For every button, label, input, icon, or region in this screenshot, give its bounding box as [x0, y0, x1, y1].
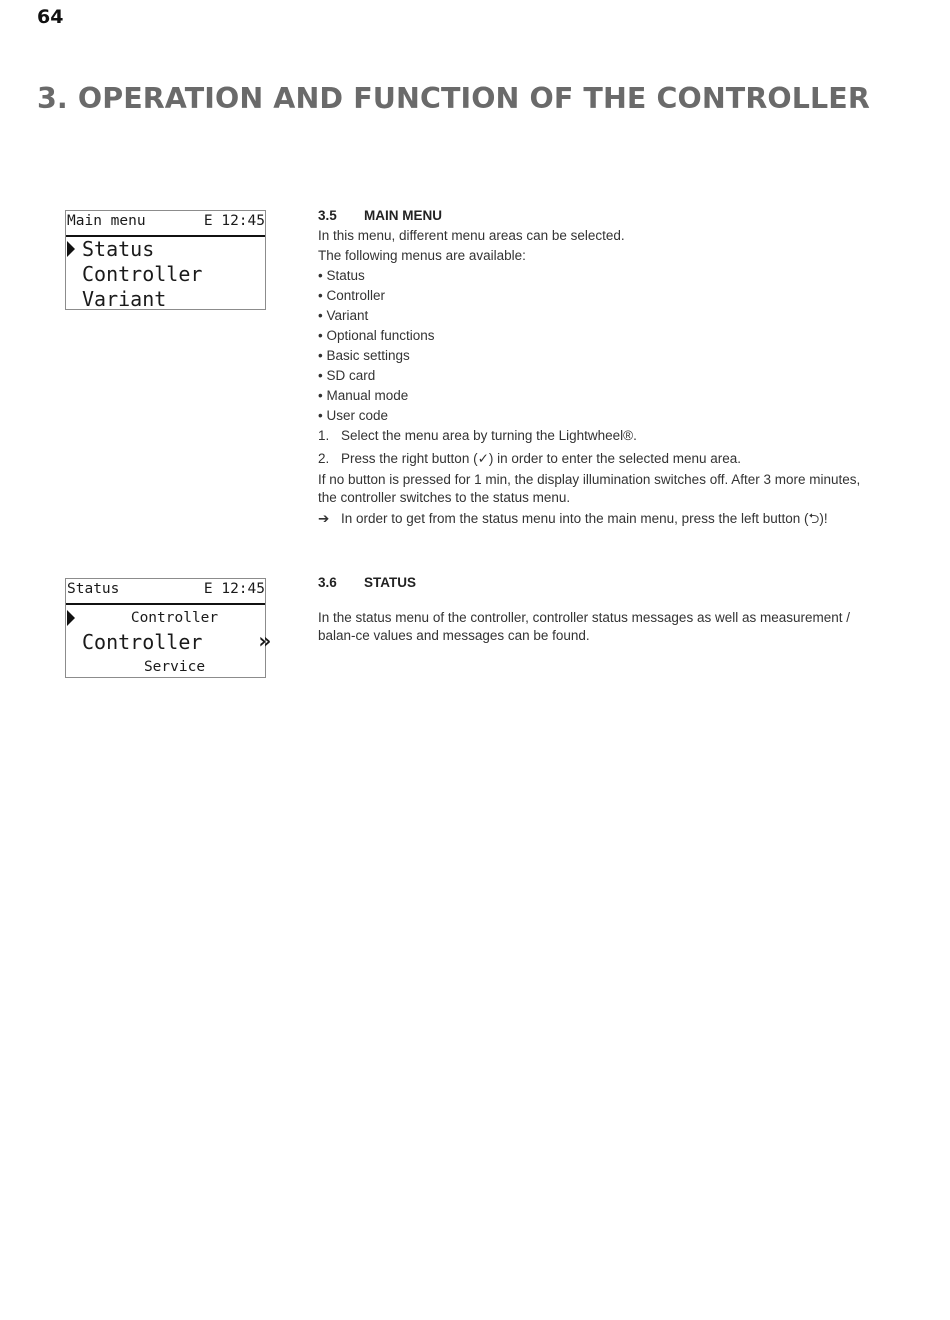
list-item: • Status	[318, 268, 365, 283]
list-item: • Basic settings	[318, 348, 410, 363]
status-sub-bottom: Service	[143, 659, 206, 675]
step-number: 1.	[318, 428, 330, 443]
main-menu-display	[65, 210, 266, 310]
menu-item-controller: Controller	[82, 262, 203, 286]
chapter-title: 3. OPERATION AND FUNCTION OF THE CONTROLLER	[37, 82, 870, 115]
step-text: ) in order to enter the selected menu area.	[488, 451, 742, 466]
list-item: • Manual mode	[318, 388, 409, 403]
selection-cursor-icon	[67, 241, 75, 257]
chevron-right-icon: »	[258, 629, 266, 653]
section-status	[318, 573, 863, 645]
page-number: 64	[37, 6, 64, 28]
step-text: Select the menu area by turning the Lightwheel®.	[341, 428, 637, 443]
section-title: STATUS	[364, 575, 416, 590]
step-number: 2.	[318, 451, 330, 466]
tip-text: In order to get from the status menu into the main menu, press the left button (	[341, 511, 809, 526]
step-2	[318, 449, 863, 469]
section-title: MAIN MENU	[364, 208, 442, 223]
section-number: 3.6	[318, 575, 337, 590]
display-title: Status	[67, 581, 120, 597]
status-sub-top: Controller	[130, 610, 219, 626]
list-item: • Optional functions	[318, 328, 435, 343]
section-heading	[318, 573, 863, 593]
intro-text: In this menu, different menu areas can be selected.	[318, 228, 625, 243]
step-text: Press the right button (	[341, 451, 478, 466]
menu-item-status: Status	[82, 237, 155, 261]
display-header	[66, 211, 265, 237]
available-text: The following menus are available:	[318, 248, 526, 263]
status-big-label: Controller	[82, 630, 203, 654]
list-item: • Controller	[318, 288, 385, 303]
section-heading	[318, 206, 863, 226]
section-number: 3.5	[318, 208, 337, 223]
status-display	[65, 578, 266, 678]
tip-text: )!	[819, 511, 828, 526]
arrow-right-icon: ➔	[318, 511, 330, 527]
section-main-menu	[318, 206, 863, 529]
display-header	[66, 579, 265, 605]
tip-line	[318, 509, 863, 529]
list-item: • SD card	[318, 368, 376, 383]
check-icon: ✓	[477, 451, 489, 467]
list-item: • Variant	[318, 308, 369, 323]
list-item: • User code	[318, 408, 389, 423]
display-clock: E 12:45	[203, 213, 265, 229]
timeout-text: If no button is pressed for 1 min, the display illumination switches off. After 3 more minutes, the controller switches to the status menu.	[318, 472, 861, 505]
status-text: In the status menu of the controller, controller status messages as well as measurement / balan-ce values and messages can be found.	[318, 610, 851, 643]
back-icon: ⮌	[808, 511, 820, 527]
display-clock: E 12:45	[203, 581, 265, 597]
step-1	[318, 426, 863, 446]
display-title: Main menu	[67, 213, 146, 229]
menu-item-variant: Variant	[82, 287, 167, 311]
